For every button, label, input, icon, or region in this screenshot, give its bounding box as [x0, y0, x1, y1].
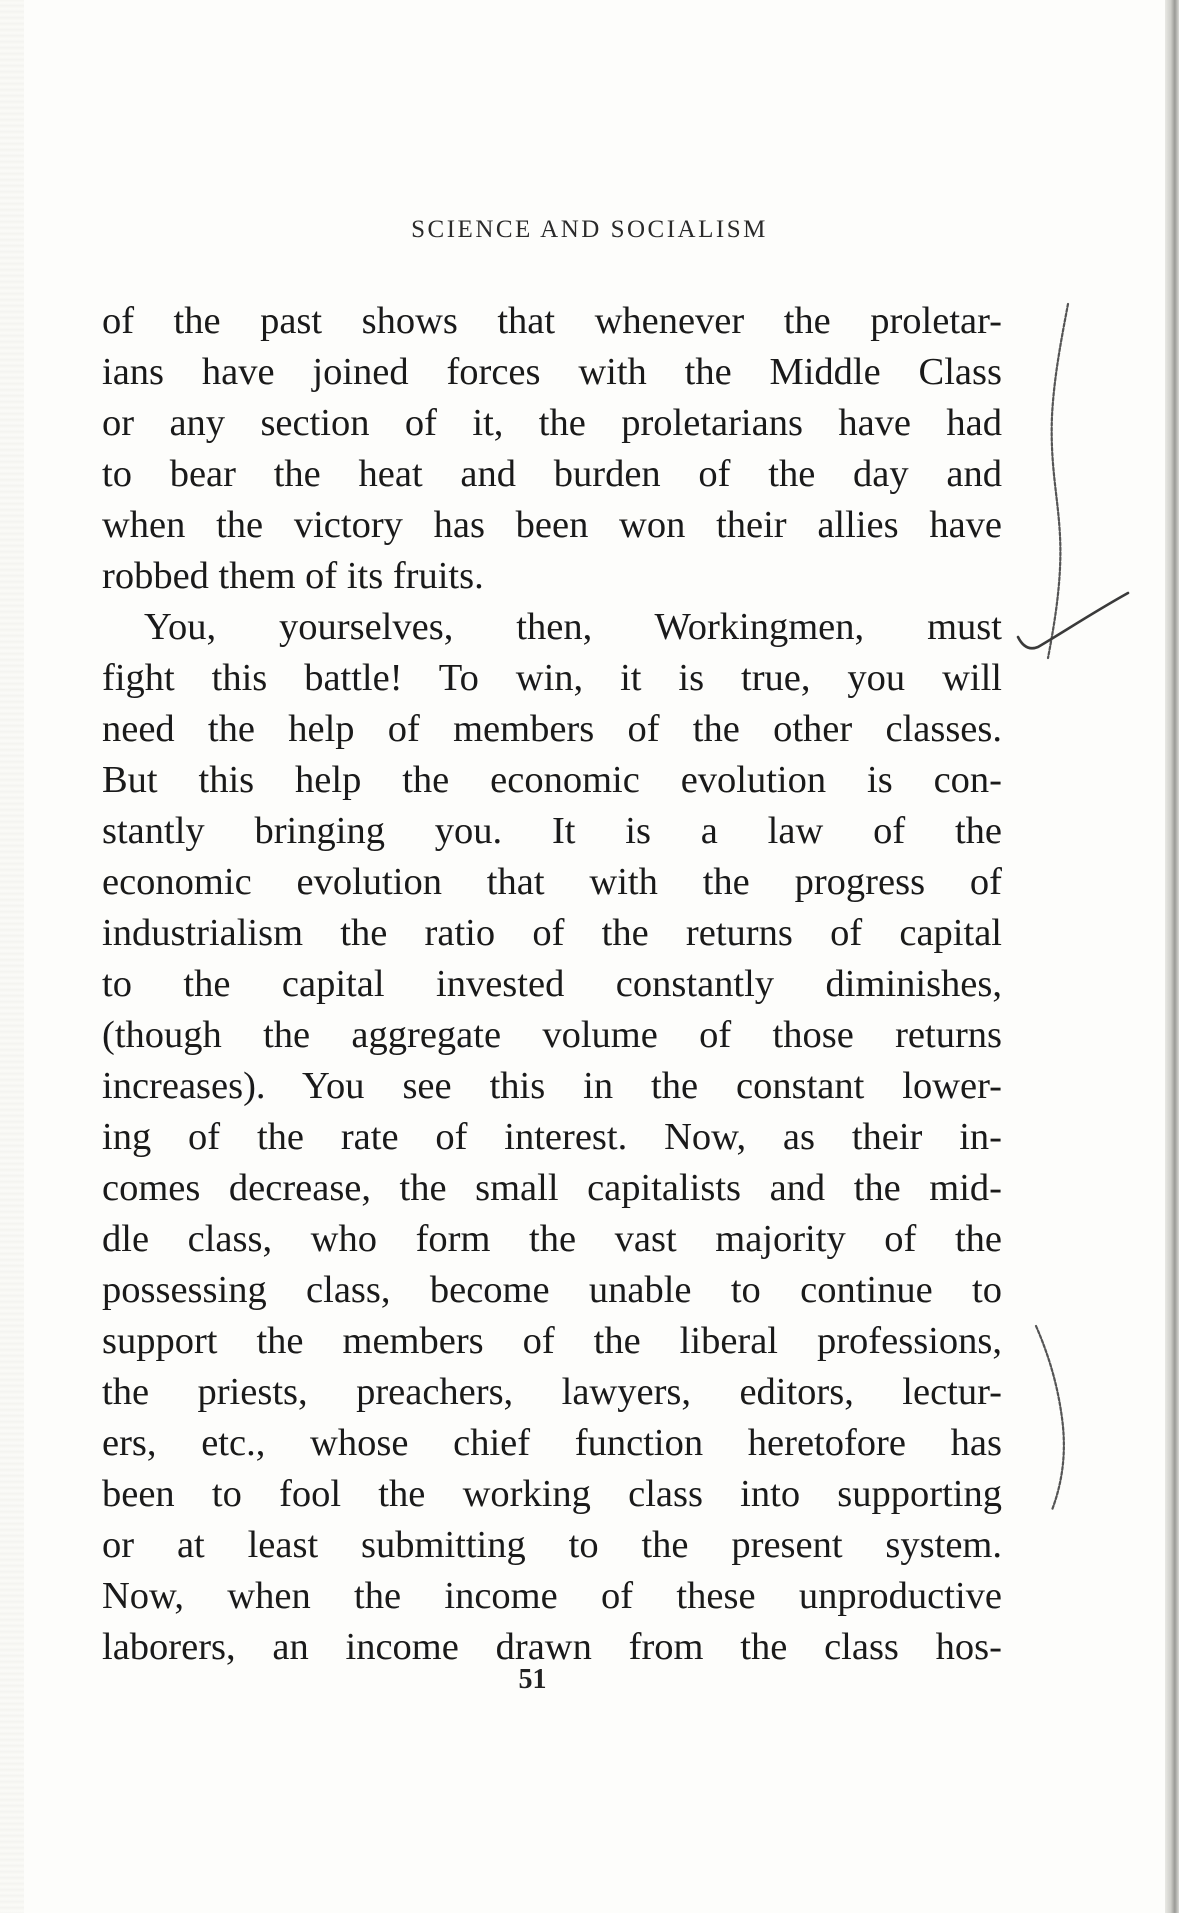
text-line: or any section of it, the proletarians have had — [102, 402, 1002, 444]
text-line: support the members of the liberal professions, — [102, 1320, 1002, 1362]
text-line: laborers, an income drawn from the class hos- — [102, 1626, 1002, 1668]
body-text — [102, 296, 1002, 1673]
text-line: Now, when the income of these unproductive — [102, 1575, 1002, 1617]
text-line: to the capital invested constantly diminishes, — [102, 963, 1002, 1005]
text-line: (though the aggregate volume of those returns — [102, 1014, 1002, 1056]
margin-bracket-bottom — [1028, 1318, 1088, 1518]
text-line: But this help the economic evolution is con- — [102, 759, 1002, 801]
text-line: fight this battle! To win, it is true, you will — [102, 657, 1002, 699]
text-line: the priests, preachers, lawyers, editors, lectur- — [102, 1371, 1002, 1413]
text-line: industrialism the ratio of the returns of capital — [102, 912, 1002, 954]
text-line: to bear the heat and burden of the day and — [102, 453, 1002, 495]
text-line: robbed them of its fruits. — [102, 555, 484, 597]
text-line: economic evolution that with the progress of — [102, 861, 1002, 903]
binding-right-edge — [1165, 0, 1179, 1913]
text-line: of the past shows that whenever the proletar- — [102, 300, 1002, 342]
text-line: been to fool the working class into supporting — [102, 1473, 1002, 1515]
text-line: need the help of members of the other classes. — [102, 708, 1002, 750]
page-number: 51 — [518, 1664, 547, 1695]
margin-checkmark — [1010, 585, 1140, 665]
text-line: increases). You see this in the constant lower- — [102, 1065, 1002, 1107]
text-line: possessing class, become unable to continue to — [102, 1269, 1002, 1311]
running-head: SCIENCE AND SOCIALISM — [411, 216, 768, 243]
text-line: or at least submitting to the present system. — [102, 1524, 1002, 1566]
text-line: comes decrease, the small capitalists and the mid- — [102, 1167, 1002, 1209]
text-line: stantly bringing you. It is a law of the — [102, 810, 1002, 852]
text-line: when the victory has been won their allies have — [102, 504, 1002, 546]
text-line: ians have joined forces with the Middle Class — [102, 351, 1002, 393]
text-line: You, yourselves, then, Workingmen, must — [144, 606, 1002, 648]
scan-left-edge — [0, 0, 24, 1913]
text-line: dle class, who form the vast majority of the — [102, 1218, 1002, 1260]
text-line: ing of the rate of interest. Now, as their in- — [102, 1116, 1002, 1158]
text-line: ers, etc., whose chief function heretofore has — [102, 1422, 1002, 1464]
